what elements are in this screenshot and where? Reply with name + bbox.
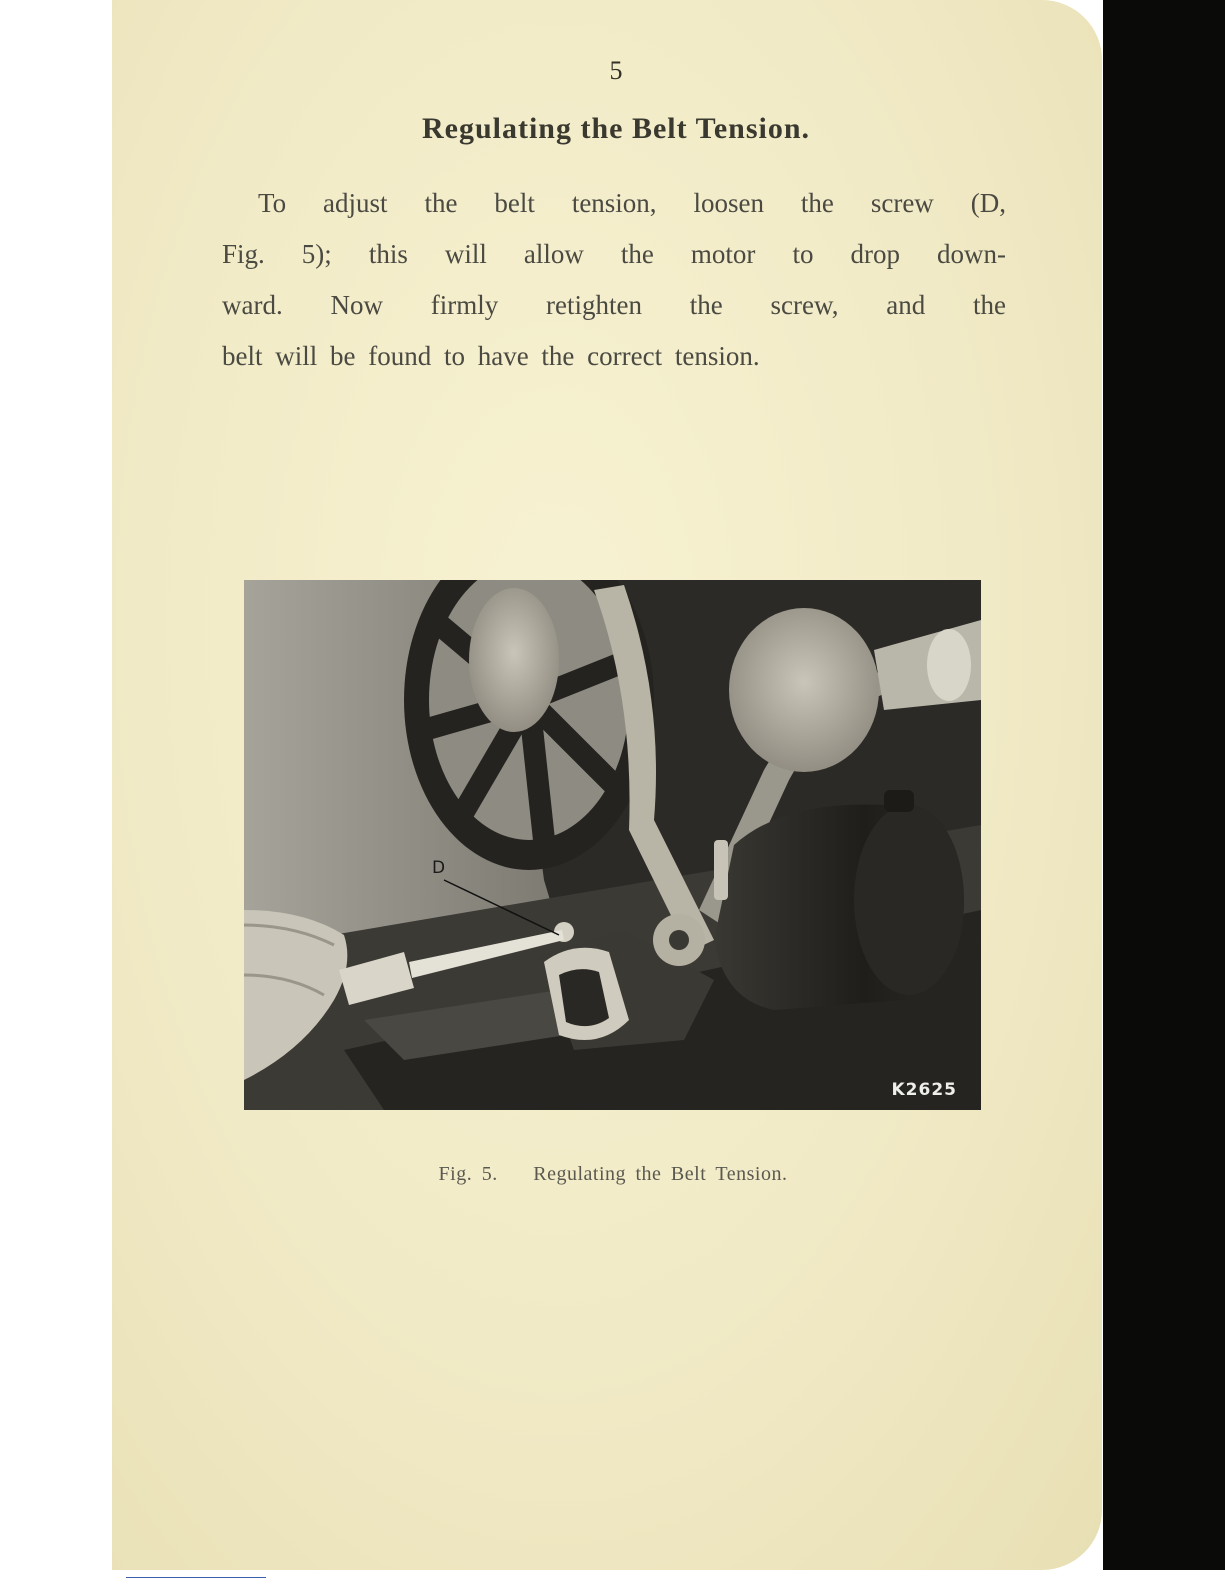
- sewing-machine-illustration: [244, 580, 981, 1110]
- handwheel-hub: [469, 588, 559, 732]
- plate-number: K2625: [891, 1080, 957, 1100]
- body-line: belt will be found to have the correct tension.: [222, 341, 760, 371]
- page-number: 5: [609, 56, 623, 85]
- bracket-bolt: [714, 840, 728, 900]
- pulley-center: [669, 930, 689, 950]
- section-heading: Regulating the Belt Tension.: [421, 112, 811, 145]
- motor-knob: [884, 790, 914, 812]
- footnote-rule: [126, 1577, 266, 1578]
- caption-figure-number: Fig. 5.: [438, 1163, 498, 1185]
- body-line: To adjust the belt tension, loosen the screw (D,: [258, 188, 1006, 218]
- body-paragraph: [222, 178, 1006, 382]
- body-line: Fig. 5); this will allow the motor to drop down-: [222, 239, 1006, 269]
- body-line: ward. Now firmly retighten the screw, and the: [222, 290, 1006, 320]
- figure-caption: [0, 1163, 1225, 1186]
- motor-endcap: [854, 805, 964, 995]
- lamp-shade: [927, 629, 971, 701]
- figure-photo: [244, 580, 981, 1110]
- face-plate: [729, 608, 879, 772]
- callout-label-d: D: [432, 858, 446, 878]
- caption-text: Regulating the Belt Tension.: [533, 1163, 788, 1185]
- scanner-edge: [1103, 0, 1225, 1585]
